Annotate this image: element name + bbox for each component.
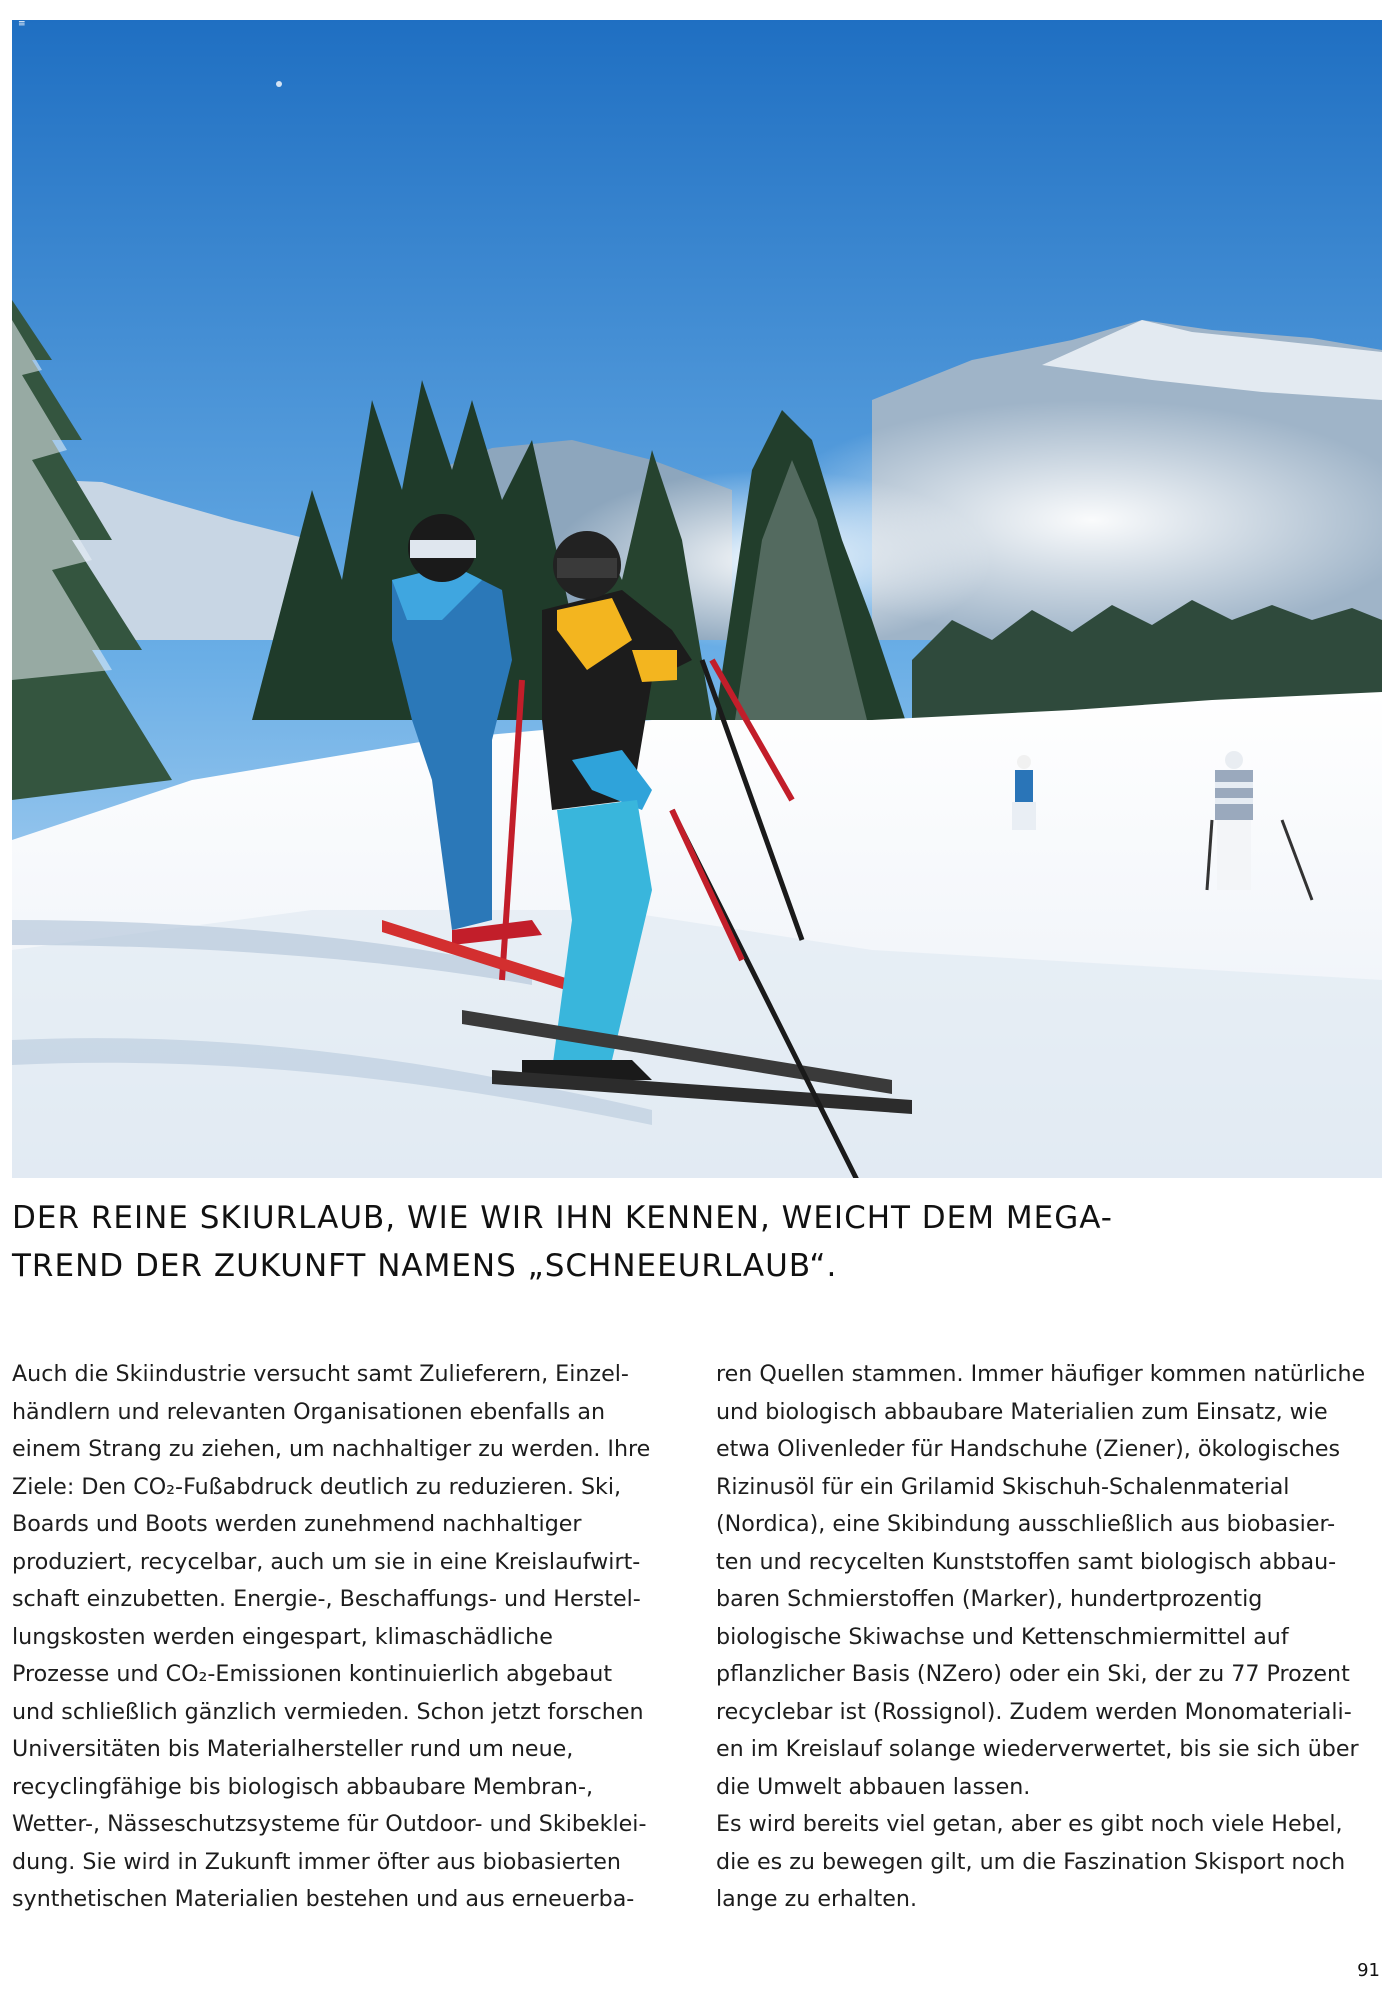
sun-sparkle xyxy=(276,81,282,87)
article-headline xyxy=(12,1194,1382,1290)
headline-line-1: DER REINE SKIURLAUB, WIE WIR IHN KENNEN, WEICHT DEM MEGA- xyxy=(12,1200,1113,1236)
body-column-right: ren Quellen stammen. Immer häufiger kommen natürliche und biologisch abbaubare Materialien zum Einsatz, wie etwa Olivenleder für Handschuhe (Ziener), ökologisches Rizinusöl für ein Grilamid Skischuh-Schalenmaterial (Nordica), eine Skibindung ausschließlich aus biobasier- ten und recycelten Kunststoffen samt biologisch abbau- baren Schmierstoffen (Marker), hundertprozentig biologische Skiwachse und Kettenschmiermittel auf pflanzlicher Basis (NZero) oder ein Ski, der zu 77 Prozent recyclebar ist (Rossignol). Zudem werden Monomateriali- en im Kreislauf solange wiederverwertet, bis sie sich über die Umwelt abbauen lassen. Es wird bereits viel getan, aber es gibt noch viele Hebel, die es zu bewegen gilt, um die Faszination Skisport noch lange zu erhalten. xyxy=(716,1361,1366,1912)
page-number: 91 xyxy=(1357,1960,1380,1981)
menu-icon[interactable]: ≡ xyxy=(18,19,26,29)
hero-photo xyxy=(12,20,1382,1178)
headline-line-2: TREND DER ZUKUNFT NAMENS „SCHNEEURLAUB“. xyxy=(12,1248,838,1284)
body-column-left: Auch die Skiindustrie versucht samt Zulieferern, Einzel- händlern und relevanten Organisationen ebenfalls an einem Strang zu ziehen, um nachhaltiger zu werden. Ihre Ziele: Den CO₂-Fußabdruck deutlich zu reduzieren. Ski, Boards und Boots werden zunehmend nachhaltiger produziert, recycelbar, auch um sie in eine Kreislaufwirt- schaft einzubetten. Energie-, Beschaffungs- und Herstel- lungskosten werden eingespart, klimaschädliche Prozesse und CO₂-Emissionen kontinuierlich abgebaut und schließlich gänzlich vermieden. Schon jetzt forschen Universitäten bis Materialhersteller rund um neue, recyclingfähige bis biologisch abbaubare Membran-, Wetter-, Nässeschutzsysteme für Outdoor- und Skibeklei- dung. Sie wird in Zukunft immer öfter aus biobasierten synthetischen Materialien bestehen und aus erneuerba- xyxy=(12,1361,651,1912)
ski-scene-illustration xyxy=(12,20,1382,1178)
